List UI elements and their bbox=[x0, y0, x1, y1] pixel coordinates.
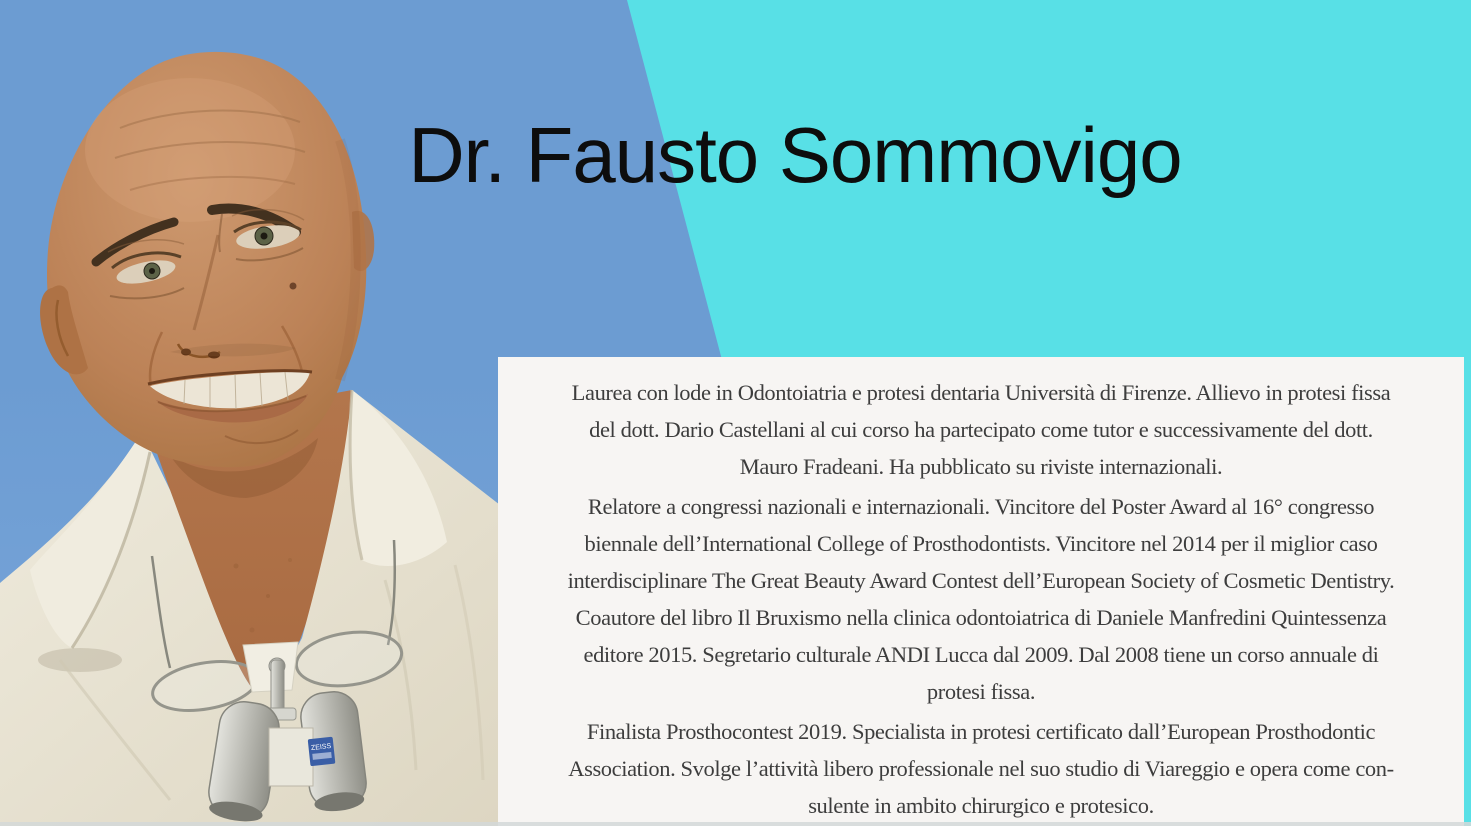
bio-line: protesi fissa. bbox=[926, 679, 1036, 704]
bio-paragraph bbox=[518, 713, 1444, 824]
bio-line: Coautore del libro Il Bruxismo nella clinica odontoiatrica di Daniele Manfredini Quintessenza bbox=[575, 605, 1387, 630]
cheek-mole bbox=[290, 283, 297, 290]
zeiss-label-text: ZEISS bbox=[310, 742, 332, 753]
bio-panel bbox=[498, 357, 1464, 826]
bio-line: Mauro Fradeani. Ha pubblicato su riviste internazionali. bbox=[739, 454, 1223, 479]
page-title: Dr. Fausto Sommovigo bbox=[408, 111, 1182, 200]
bio-line: Association. Svolge l’attività libero professionale nel suo studio di Viareggio e opera come con- bbox=[568, 756, 1394, 781]
loupe-center-block bbox=[269, 728, 313, 786]
bio-paragraph bbox=[518, 488, 1444, 710]
bio-line: del dott. Dario Castellani al cui corso ha partecipato come tutor e successivamente del dott. bbox=[589, 417, 1373, 442]
bio-line: sulente in ambito chirurgico e protesico. bbox=[808, 793, 1154, 818]
bio-paragraph bbox=[518, 374, 1444, 485]
bio-line: Laurea con lode in Odontoiatria e protesi dentaria Università di Firenze. Allievo in protesi fissa bbox=[571, 380, 1391, 405]
bio-line: Relatore a congressi nazionali e internazionali. Vincitore del Poster Award al 16° congresso bbox=[587, 494, 1375, 519]
bio-line: editore 2015. Segretario culturale ANDI Lucca dal 2009. Dal 2008 tiene un corso annuale di bbox=[583, 642, 1379, 667]
bottom-edge-strip bbox=[0, 822, 1471, 826]
bio-line: Finalista Prosthocontest 2019. Specialista in protesi certificato dall’European Prosthodontic bbox=[586, 719, 1376, 744]
bio-line: biennale dell’International College of Prosthodontists. Vincitore nel 2014 per il miglior caso bbox=[584, 531, 1378, 556]
bio-line: interdisciplinare The Great Beauty Award Contest dell’European Society of Cosmetic Dentistry. bbox=[567, 568, 1395, 593]
